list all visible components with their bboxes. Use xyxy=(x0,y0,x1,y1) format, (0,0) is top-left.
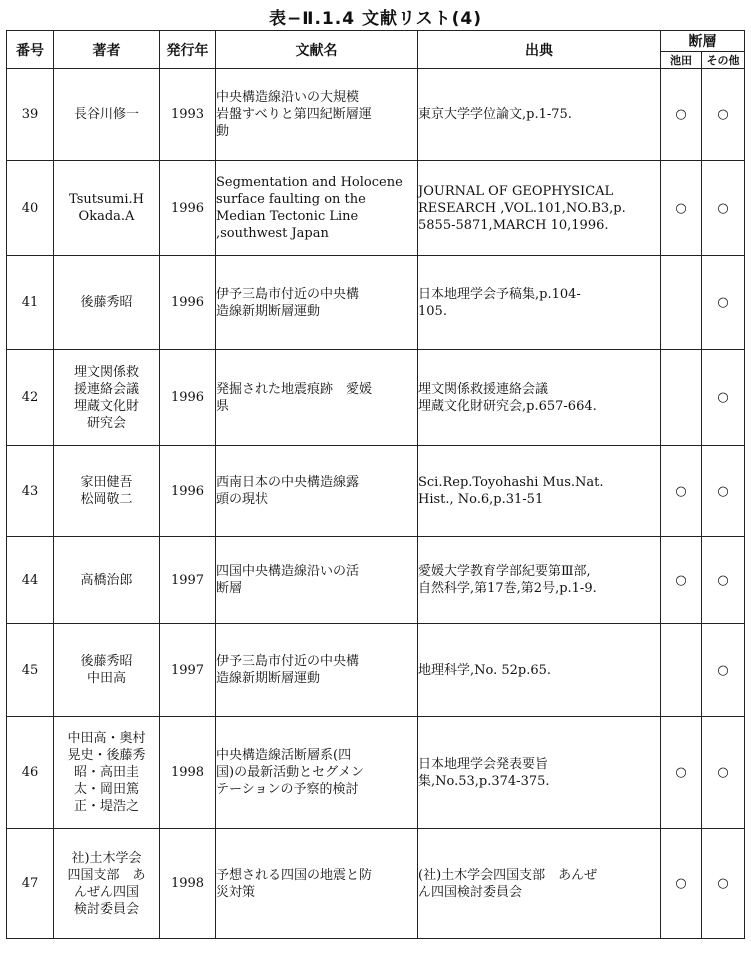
source-line: 5855-5871,MARCH 10,1996. xyxy=(418,217,609,233)
row-fault-ikeda-mark: ○ xyxy=(661,717,702,829)
source-line: 埋蔵文化財研究会,p.657-664. xyxy=(418,398,597,414)
row-source xyxy=(418,69,661,161)
author-line: 埋文関係救 xyxy=(73,364,139,380)
row-author xyxy=(54,537,160,624)
work-line: Median Tectonic Line xyxy=(216,209,359,224)
row-fault-other-mark: ○ xyxy=(702,446,745,537)
row-number: 39 xyxy=(7,69,54,161)
source-line: 日本地理学会予稿集,p.104- xyxy=(418,286,581,302)
work-line: 中央構造線活断層系(四 xyxy=(216,748,352,763)
work-line: 動 xyxy=(216,124,230,139)
row-number: 43 xyxy=(7,446,54,537)
table-row xyxy=(7,69,745,161)
row-author xyxy=(54,624,160,717)
author-line: 検討委員会 xyxy=(73,901,139,917)
row-number: 42 xyxy=(7,350,54,446)
source-line: RESEARCH ,VOL.101,NO.B3,p. xyxy=(418,200,626,216)
row-source xyxy=(418,624,661,717)
row-year: 1998 xyxy=(160,717,216,829)
source-line: JOURNAL OF GEOPHYSICAL xyxy=(418,183,614,199)
source-line: 愛媛大学教育学部紀要第Ⅲ部, xyxy=(418,564,591,579)
header-fault-other: その他 xyxy=(702,52,745,69)
author-line: Tsutsumi.H xyxy=(69,192,144,207)
row-source xyxy=(418,350,661,446)
row-number: 44 xyxy=(7,537,54,624)
author-line: 中田高 xyxy=(86,671,126,686)
row-fault-ikeda-mark: ○ xyxy=(661,829,702,939)
source-line: 地理科学,No. 52p.65. xyxy=(418,662,552,678)
row-author xyxy=(54,161,160,256)
work-line: ,southwest Japan xyxy=(216,226,329,241)
row-work-title xyxy=(216,537,418,624)
row-fault-other-mark: ○ xyxy=(702,537,745,624)
row-fault-other-mark: ○ xyxy=(702,829,745,939)
author-line: 高橋治郎 xyxy=(80,572,133,588)
source-line: 東京大学学位論文,p.1-75. xyxy=(418,107,572,122)
header-author: 著者 xyxy=(54,31,160,69)
work-line: 四国中央構造線沿いの活 xyxy=(216,564,360,579)
author-line: 後藤秀昭 xyxy=(80,654,133,669)
row-work-title xyxy=(216,256,418,350)
table-row xyxy=(7,350,745,446)
work-line: 造線新期断層運動 xyxy=(216,303,321,319)
row-work-title xyxy=(216,161,418,256)
author-line: 援連絡会議 xyxy=(73,381,139,397)
work-line: surface faulting on the xyxy=(216,192,366,207)
row-fault-other-mark: ○ xyxy=(702,161,745,256)
row-work-title xyxy=(216,624,418,717)
author-line: 太・岡田篤 xyxy=(73,782,139,797)
work-line: 中央構造線沿いの大規模 xyxy=(216,90,360,105)
work-line: テーションの予察的検討 xyxy=(216,782,359,797)
row-year: 1996 xyxy=(160,350,216,446)
header-number: 番号 xyxy=(7,31,54,69)
author-line: 後藤秀昭 xyxy=(80,295,133,310)
author-line: 昭・高田圭 xyxy=(73,765,139,780)
row-year: 1996 xyxy=(160,256,216,350)
row-year: 1993 xyxy=(160,69,216,161)
table-row xyxy=(7,446,745,537)
row-author xyxy=(54,829,160,939)
source-line: 自然科学,第17巻,第2号,p.1-9. xyxy=(418,581,597,596)
source-line: Hist., No.6,p.31-51 xyxy=(418,492,544,507)
author-line: 中田高・奥村 xyxy=(67,731,146,746)
row-author xyxy=(54,446,160,537)
source-line: Sci.Rep.Toyohashi Mus.Nat. xyxy=(418,475,604,490)
row-source xyxy=(418,537,661,624)
page-title: 表−Ⅱ.1.4 文献リスト(4) xyxy=(269,9,482,29)
work-line: 県 xyxy=(216,398,230,414)
table-row xyxy=(7,624,745,717)
row-number: 45 xyxy=(7,624,54,717)
source-line: 集,No.53,p.374-375. xyxy=(418,773,550,789)
row-fault-ikeda-mark: ○ xyxy=(661,161,702,256)
row-year: 1998 xyxy=(160,829,216,939)
row-author xyxy=(54,717,160,829)
source-line: 105. xyxy=(418,303,447,319)
row-year: 1997 xyxy=(160,624,216,717)
source-line: ん四国検討委員会 xyxy=(418,884,523,900)
work-line: 断層 xyxy=(216,581,243,596)
author-line: 松岡敬二 xyxy=(80,492,133,507)
table-row xyxy=(7,717,745,829)
row-fault-ikeda-mark: ○ xyxy=(661,537,702,624)
header-fault: 断層 xyxy=(661,31,745,52)
work-line: 西南日本の中央構造線露 xyxy=(216,475,360,490)
author-line: 家田健吾 xyxy=(80,475,133,490)
header-fault-ikeda: 池田 xyxy=(661,52,702,69)
header-source: 出典 xyxy=(418,31,661,69)
author-line: んぜん四国 xyxy=(73,884,139,900)
row-number: 47 xyxy=(7,829,54,939)
table-row xyxy=(7,256,745,350)
row-fault-other-mark: ○ xyxy=(702,69,745,161)
table-row xyxy=(7,537,745,624)
row-author xyxy=(54,256,160,350)
row-work-title xyxy=(216,717,418,829)
row-author xyxy=(54,350,160,446)
row-year: 1996 xyxy=(160,161,216,256)
row-work-title xyxy=(216,829,418,939)
row-fault-ikeda-mark xyxy=(661,256,702,350)
row-fault-ikeda-mark: ○ xyxy=(661,446,702,537)
row-number: 41 xyxy=(7,256,54,350)
table-body xyxy=(7,69,745,939)
work-line: 災対策 xyxy=(216,884,256,900)
row-work-title xyxy=(216,350,418,446)
work-line: 頭の現状 xyxy=(216,492,269,507)
author-line: 研究会 xyxy=(86,415,126,431)
work-line: 国)の最新活動とセグメン xyxy=(216,765,364,780)
source-line: (社)土木学会四国支部 あんぜ xyxy=(418,867,598,883)
source-line: 日本地理学会発表要旨 xyxy=(418,756,549,772)
row-year: 1997 xyxy=(160,537,216,624)
row-year: 1996 xyxy=(160,446,216,537)
header-year: 発行年 xyxy=(160,31,216,69)
work-line: 伊予三島市付近の中央構 xyxy=(216,654,360,669)
row-source xyxy=(418,446,661,537)
row-work-title xyxy=(216,446,418,537)
row-fault-ikeda-mark xyxy=(661,624,702,717)
author-line: 正・堤浩之 xyxy=(73,799,139,814)
header-work: 文献名 xyxy=(216,31,418,69)
row-work-title xyxy=(216,69,418,161)
author-line: 社)土木学会 xyxy=(71,850,142,866)
author-line: 四国支部 あ xyxy=(67,867,146,883)
row-source xyxy=(418,829,661,939)
row-fault-ikeda-mark: ○ xyxy=(661,69,702,161)
author-line: 埋蔵文化財 xyxy=(73,398,139,414)
row-fault-other-mark: ○ xyxy=(702,624,745,717)
author-line: 長谷川修一 xyxy=(73,107,139,122)
work-line: 発掘された地震痕跡 愛媛 xyxy=(216,381,373,397)
source-line: 埋文関係救援連絡会議 xyxy=(418,381,549,397)
work-line: 岩盤すべりと第四紀断層運 xyxy=(216,107,372,122)
row-fault-other-mark: ○ xyxy=(702,717,745,829)
row-number: 40 xyxy=(7,161,54,256)
reference-table xyxy=(6,30,745,939)
author-line: Okada.A xyxy=(78,209,135,224)
table-row xyxy=(7,829,745,939)
row-fault-other-mark: ○ xyxy=(702,350,745,446)
row-source xyxy=(418,161,661,256)
work-line: 造線新期断層運動 xyxy=(216,671,321,686)
table-row xyxy=(7,161,745,256)
row-number: 46 xyxy=(7,717,54,829)
row-fault-other-mark: ○ xyxy=(702,256,745,350)
row-source xyxy=(418,717,661,829)
author-line: 晃史・後藤秀 xyxy=(67,748,146,763)
row-author xyxy=(54,69,160,161)
row-source xyxy=(418,256,661,350)
work-line: 伊予三島市付近の中央構 xyxy=(216,286,360,302)
work-line: 予想される四国の地震と防 xyxy=(216,867,373,883)
row-fault-ikeda-mark xyxy=(661,350,702,446)
work-line: Segmentation and Holocene xyxy=(216,175,403,190)
